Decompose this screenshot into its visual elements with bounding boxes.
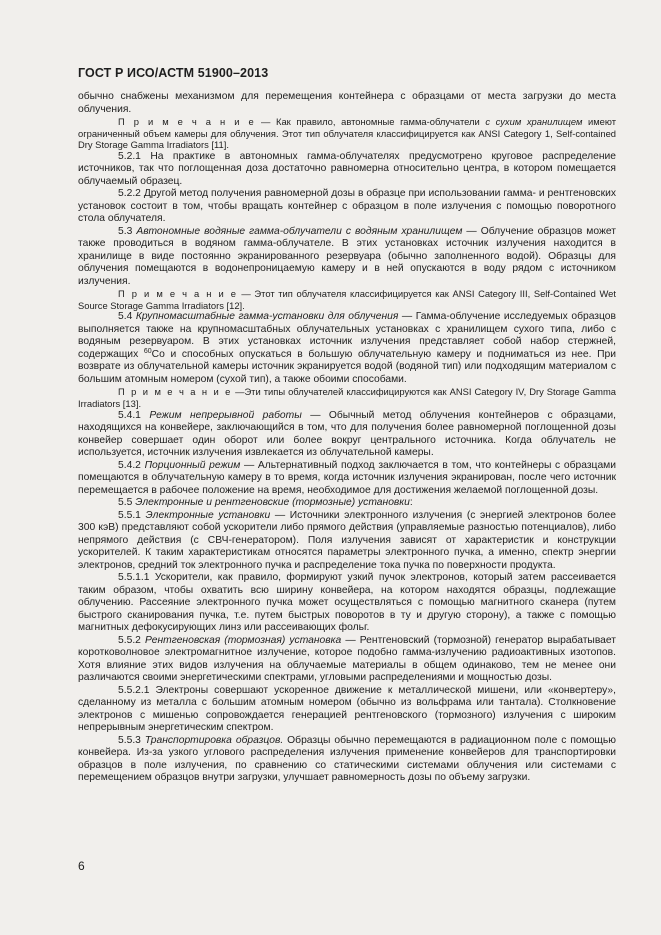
note-text: —Эти типы облучателей классифицируются как ANSI Category IV, Dry Storage Gamma Irradiators [13]. xyxy=(78,386,616,410)
document-header: ГОСТ Р ИСО/АСТМ 51900–2013 xyxy=(78,66,269,80)
note xyxy=(78,116,616,151)
paragraph: 5.2.1 На практике в автономных гамма-облучателях предусмотрено круговое распределение источников, так что поглощенная доза достаточно равномерна относительно центра, в котором помещается облучаемый образец. xyxy=(78,150,616,187)
section-text: — Облучение образцов может также проводиться в водяном гамма-облучателе. В этих установках источник излучения находится в хранилище в виде постоянно экранированного резервуара (обычно заполненного водой). Образцы для облучения помещаются в водонепроницаемую камеру и в ней опускаются в воду рядом с источником излучения. xyxy=(78,225,616,287)
section-heading: Электронные установки xyxy=(145,509,271,521)
section-number: 5.5 xyxy=(118,497,136,509)
section-text: — Гамма-облучение исследуемых образцов выполняется также на крупномасштабных облучательных установках с хранилищем сухого типа, либо с водяным резервуаром. В этих установках источник излучения представляет собой набор стержней, содержащих xyxy=(78,311,616,360)
note-emphasis: с сухим хранилищем xyxy=(485,116,583,127)
note-label: П р и м е ч а н и е xyxy=(118,288,238,300)
paragraph: 5.5.2.1 Электроны совершают ускоренное движение к металлической мишени, или «конвертеру», сделанному из металла с большим атомным номером (обычно из вольфрама или тантала). Столкновение электронов с мишенью сопровождается генерацией рентгеновского (тормозного) излучения с широким непрерывным энергетическим спектром. xyxy=(78,684,616,734)
page-number: 6 xyxy=(78,859,85,873)
note-label: П р и м е ч а н и е xyxy=(118,386,233,398)
section-5-5-2 xyxy=(78,635,616,685)
section-text: : xyxy=(409,497,413,509)
section-heading: Электронные и рентгеновские (тормозные) установки xyxy=(135,497,410,509)
section-text: Образцы обычно перемещаются в радиационном поле с помощью конвейера. Из-за узкого углового распределения излучения применение конвейеров для транспортировки образцов в поле излучения, по сравнению со статическими системами облучения или системами с перемещением образцов внутри загрузки, улучшает равномерность дозы по объему загрузки. xyxy=(78,734,616,784)
isotope-mass-number: 60 xyxy=(143,347,152,355)
document-body xyxy=(78,91,616,785)
note xyxy=(78,386,616,409)
section-number: 5.5.3 xyxy=(118,734,145,746)
note-text: — Этот тип облучателя классифицируется как ANSI Category III, Self-Contained Wet Source Storage Gamma Irradiators [12]. xyxy=(78,288,616,311)
section-heading: Порционный режим xyxy=(144,459,241,471)
section-number: 5.5.2 xyxy=(118,634,146,646)
section-number: 5.3 xyxy=(118,225,137,237)
section-5-5-3 xyxy=(78,735,616,785)
paragraph: 5.2.2 Другой метод получения равномерной дозы в образце при использовании гамма- и рентгеновских установок состоит в том, чтобы вращать контейнер с образцом в поле излучения с помощью поворотного стола облучателя. xyxy=(78,188,616,225)
section-5-5 xyxy=(78,497,616,510)
section-number: 5.4 xyxy=(118,311,136,323)
section-text: — Источники электронного излучения (с энергией электронов более 300 кэВ) представляют собой ускорители либо прямого действия (управляемые разностью потенциалов), либо непрямого действия (с СВЧ-генератором). Поля излучения зависят от характеристик и конструкции ускорителей. К таким характеристикам относятся параметры электронного пучка, а именно, спектр энергии электронов, средний ток электронного пучка и распределение тока пучка по поверхности продукта. xyxy=(78,509,616,571)
section-heading: Транспортировка образцов. xyxy=(144,734,284,746)
section-5-4-1 xyxy=(78,410,616,460)
section-heading: Режим непрерывной работы xyxy=(149,409,302,421)
section-number: 5.5.1 xyxy=(118,509,146,521)
section-number: 5.4.2 xyxy=(118,459,145,471)
section-5-5-1 xyxy=(78,510,616,573)
section-text: — Альтернативный подход заключается в том, что контейнеры с образцами помещаются в облучательную камеру в то время, когда источник излучения экранирован, после чего источник перемещается в рабочее положение на время, необходимое для достижения желаемой поглощенной дозы. xyxy=(78,459,616,496)
note xyxy=(78,288,616,311)
section-heading: Крупномасштабные гамма-установки для облучения xyxy=(135,311,399,323)
section-text: Co и способных опускаться в большую облучательную камеру и подниматься из нее. При возврате из облучательной камеры источник экранируется водой (водяной тип) или подходящим материалом с большим атомным номером (сухой тип), а также обоими способами. xyxy=(78,348,616,385)
section-text: — Обычный метод облучения контейнеров с образцами, находящихся на конвейере, заключающийся в том, что для получения более равномерной поглощенной дозы конвейер совершает один оборот или более вокруг центрального источника. Когда облучатель не используется, источник излучения извлекается из облучательной камеры. xyxy=(78,409,616,459)
section-5-4-2 xyxy=(78,460,616,498)
section-5-3 xyxy=(78,226,616,289)
paragraph: 5.5.1.1 Ускорители, как правило, формируют узкий пучок электронов, который затем рассеивается таким образом, чтобы охватить всю ширину конвейера, на котором находятся образцы, подлежащие облучению. Рассеяние электронного пучка может осуществляться с помощью магнитного сканера (путем быстрого сканирования пучка, т.е. путем быстрых поворотов в ту и другую сторону), а также с помощью магнитных дефокусирующих линз или рассеивающих фольг. xyxy=(78,572,616,634)
section-5-4 xyxy=(78,311,616,386)
section-number: 5.4.1 xyxy=(118,409,150,421)
section-text: — Рентгеновский (тормозной) генератор вырабатывает коротковолновое электромагнитное излучение, которое подобно гамма-излучению радиоактивных изотопов. Хотя влияние этих видов излучения на облучаемые материалы в общем одинаково, тем не менее они различаются своими энергетическими спектрами, угловыми распределениями и мощностью дозы. xyxy=(78,634,617,684)
section-heading: Рентгеновская (тормозная) установка xyxy=(145,634,342,646)
section-heading: Автономные водяные гамма-облучатели с водяным хранилищем xyxy=(136,225,463,237)
note-label: П р и м е ч а н и е xyxy=(118,116,256,127)
paragraph: обычно снабжены механизмом для перемещения контейнера с образцами от места загрузки до места облучения. xyxy=(78,91,616,115)
note-text: — Как правило, автономные гамма-облучатели xyxy=(255,116,486,127)
note-text: имеют ограниченный объем камеры для облучения. Этот тип облучателя классифицируется как ANSI Category 1, Self-contained Dry Storage Gamma Irradiators [11]. xyxy=(78,116,617,151)
